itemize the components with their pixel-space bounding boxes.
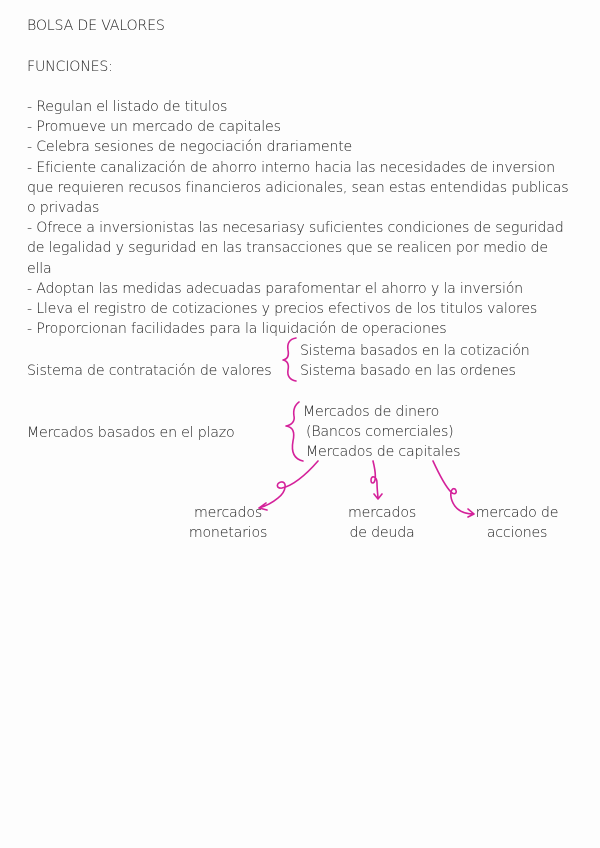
submarket-equity: mercado de acciones (475, 505, 559, 542)
document-title: BOLSA DE VALORES (27, 18, 165, 34)
function-item: - Promueve un mercado de capitales (27, 119, 281, 136)
capital-market: Mercados de capitales (306, 444, 461, 460)
contracting-option-quote: Sistema basados en la cotización (300, 343, 530, 359)
submarket-monetary: mercados monetarios (188, 505, 268, 542)
function-item: - Regulan el listado de titulos (27, 99, 228, 115)
money-market-note: (Bancos comerciales) (306, 424, 454, 440)
functions-heading: FUNCIONES: (27, 59, 113, 75)
arrow-to-equity (433, 461, 474, 517)
function-item: - Eficiente canalización de ahorro interno hacia las necesidades de inversion que requieren recusos financieros adicionales, sean estas entendidas publicas o privadas (27, 159, 569, 217)
contracting-option-orders: Sistema basado en las ordenes (300, 363, 516, 379)
function-item: - Celebra sesiones de negociación drariamente (27, 139, 353, 156)
contracting-system-label: Sistema de contratación de valores (27, 363, 272, 379)
term-markets-label: Mercados basados en el plazo (27, 425, 235, 441)
function-item: - Lleva el registro de cotizaciones y precios efectivos de los titulos valores (27, 301, 538, 318)
function-item: - Adoptan las medidas adecuadas parafomentar el ahorro y la inversión (27, 280, 523, 297)
arrow-to-monetary (259, 461, 318, 510)
arrow-to-debt (371, 461, 382, 499)
brace-contracting (283, 338, 296, 381)
brace-term-markets (286, 402, 303, 461)
money-market: Mercados de dinero (303, 404, 440, 420)
submarket-debt: mercados de deuda (347, 505, 417, 542)
function-item: - Ofrece a inversionistas las necesariasy suficientes condiciones de seguridad de legalidad y seguridad en las transacciones que se realicen por medio de ella (27, 220, 564, 277)
function-item: - Proporcionan facilidades para la liquidación de operaciones (27, 321, 447, 338)
